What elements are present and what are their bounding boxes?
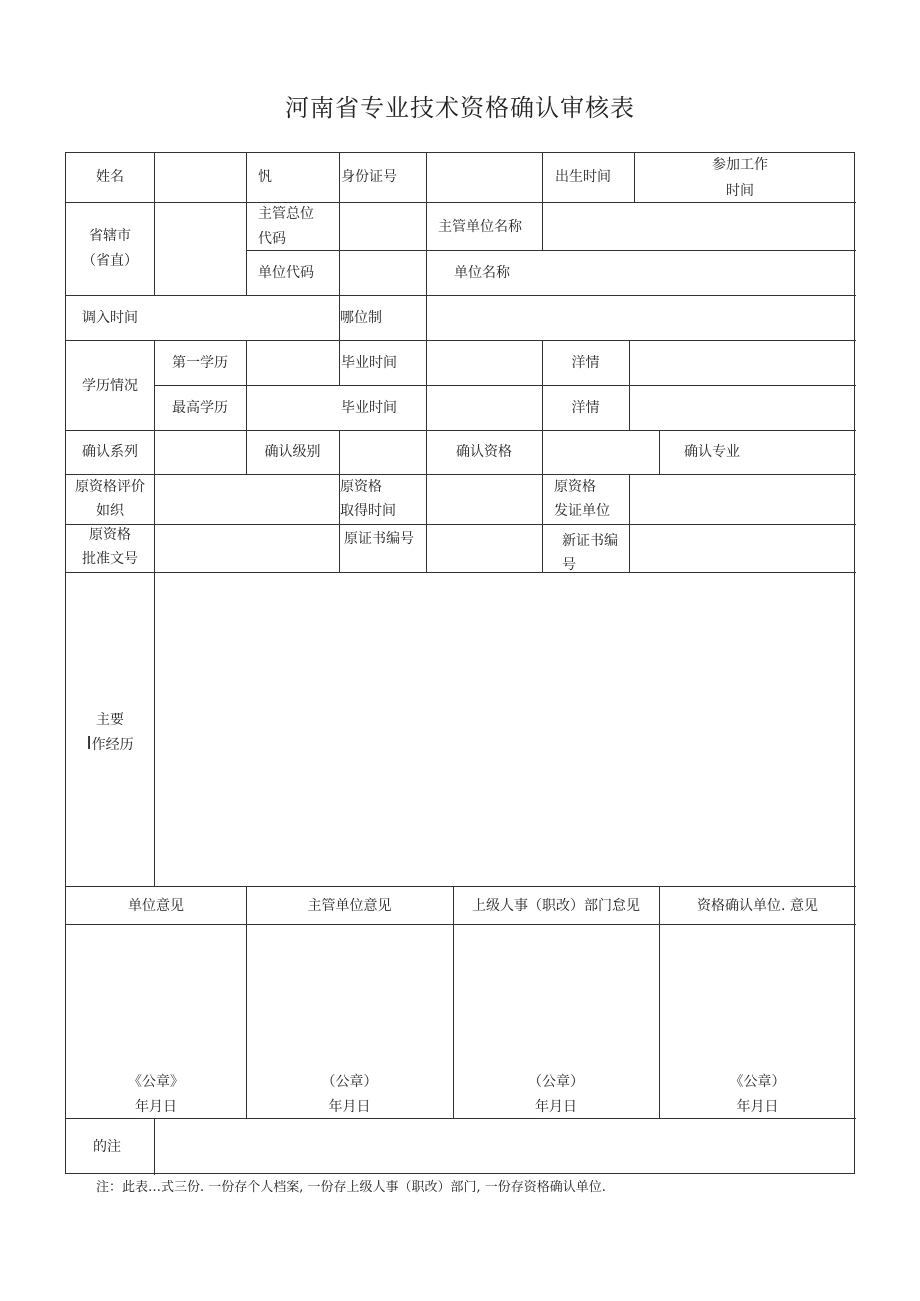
experience-label-1: 主要 xyxy=(96,712,124,728)
approval-number-input[interactable] xyxy=(155,525,339,572)
unit-code-label: 单位代码 xyxy=(258,265,314,281)
issuer-label-2: 发证单位 xyxy=(554,503,610,519)
work-start-label-1: 参加工作 xyxy=(712,157,768,173)
level-input[interactable] xyxy=(340,431,426,474)
highest-grad-time-input[interactable] xyxy=(427,386,542,430)
supervisor-name-input[interactable] xyxy=(543,203,856,250)
first-degree-label: 第一学历 xyxy=(172,355,228,371)
hr-seal-label: （公章） xyxy=(528,1074,584,1090)
experience-label-big-i: I xyxy=(86,733,92,754)
system-label: 哪位制 xyxy=(340,310,382,326)
hr-opinion-label: 上级人事（职改）部门怠见 xyxy=(472,898,640,914)
old-cert-label: 原证书编号 xyxy=(344,531,414,547)
system-input[interactable] xyxy=(427,296,856,340)
supervisor-code-label-1: 主管总位 xyxy=(258,206,314,222)
new-cert-label-2: 号 xyxy=(562,557,576,573)
confirm-level-label: 确认级别 xyxy=(264,444,321,460)
col-divider xyxy=(426,202,427,295)
supervisor-code-input[interactable] xyxy=(340,203,426,250)
confirm-unit-date-label: 年月日 xyxy=(736,1099,779,1115)
supervisor-date-label: 年月日 xyxy=(328,1099,371,1115)
supervisor-opinion-label: 主管单位意见 xyxy=(307,898,392,914)
first-grad-time-input[interactable] xyxy=(427,341,542,385)
highest-details-label: 洋情 xyxy=(571,400,600,416)
highest-grad-time-label: 毕业时间 xyxy=(341,400,397,416)
obtain-time-label-2: 取得时间 xyxy=(340,503,396,519)
gender-label: 忛 xyxy=(258,169,272,185)
supervisor-seal-label: （公章） xyxy=(321,1074,378,1090)
unit-name-label: 单位名称 xyxy=(454,265,510,281)
qualification-input[interactable] xyxy=(543,431,659,474)
series-input[interactable] xyxy=(155,431,246,474)
hr-date-label: 年月日 xyxy=(535,1099,577,1115)
first-degree-input[interactable] xyxy=(247,341,339,385)
id-number-input[interactable] xyxy=(427,153,542,202)
obtain-time-input[interactable] xyxy=(427,475,542,524)
eval-org-label-1: 原资格评价 xyxy=(75,479,145,495)
supervisor-code-label-2: 代码 xyxy=(258,231,286,247)
highest-degree-input[interactable] xyxy=(247,386,339,430)
unit-name-input[interactable] xyxy=(543,251,856,295)
work-start-label-2: 时间 xyxy=(726,183,754,199)
confirm-series-label: 确认系列 xyxy=(82,444,138,460)
name-label: 姓名 xyxy=(96,169,124,185)
city-label-2: （省直） xyxy=(82,253,138,269)
name-input[interactable] xyxy=(155,153,246,202)
obtain-time-label-1: 原资格 xyxy=(340,479,382,495)
approval-label-2: 批准文号 xyxy=(82,551,138,567)
row-divider xyxy=(66,886,856,887)
unit-date-label: 年月日 xyxy=(135,1099,177,1115)
first-details-input[interactable] xyxy=(630,341,856,385)
id-number-label: 身份证号 xyxy=(341,169,397,185)
new-cert-label-1: 新证书编 xyxy=(562,533,618,549)
experience-label-rest: 作经历 xyxy=(91,737,134,753)
confirm-major-label: 确认专业 xyxy=(684,444,740,460)
eval-org-label-2: 如织 xyxy=(96,503,124,519)
old-cert-input[interactable] xyxy=(427,525,542,572)
experience-label-2 xyxy=(66,732,154,757)
education-label: 学历情况 xyxy=(82,378,138,394)
col-divider xyxy=(246,153,247,295)
form-table xyxy=(65,152,855,1174)
form-title: 河南省专业技术资格确认审核表 xyxy=(285,94,635,122)
eval-org-input[interactable] xyxy=(155,475,339,524)
first-details-label: 洋情 xyxy=(571,355,600,371)
city-input[interactable] xyxy=(155,203,246,295)
col-divider xyxy=(542,474,543,572)
issuer-input[interactable] xyxy=(630,475,856,524)
work-experience-area[interactable] xyxy=(155,573,856,886)
unit-opinion-label: 单位意见 xyxy=(128,898,184,914)
issuer-label-1: 原资格 xyxy=(554,479,596,495)
confirm-qualification-label: 确认资格 xyxy=(456,444,512,460)
transfer-time-input[interactable] xyxy=(155,296,339,340)
supervisor-name-label: 主管单位名称 xyxy=(438,219,522,235)
highest-details-input[interactable] xyxy=(630,386,856,430)
birth-time-label: 出生时间 xyxy=(555,169,611,185)
remarks-area[interactable] xyxy=(155,1119,856,1174)
highest-degree-label: 最高学历 xyxy=(172,400,228,416)
unit-code-input[interactable] xyxy=(340,251,426,295)
city-label-1: 省辖市 xyxy=(89,228,131,244)
confirm-unit-seal-label: 《公章） xyxy=(729,1074,786,1090)
transfer-time-label: 调入时间 xyxy=(82,310,138,326)
remarks-label: 的注 xyxy=(93,1139,121,1155)
first-grad-time-label: 毕业时间 xyxy=(341,355,397,371)
unit-seal-label: 《公章》 xyxy=(128,1074,184,1090)
footnote: 注：此表…式三份. 一份存个人档案, 一份存上级人事（职改）部门, 一份存资格确认单位. xyxy=(96,1180,606,1195)
approval-label-1: 原资格 xyxy=(89,527,131,543)
confirm-unit-opinion-label: 资格确认单位. 意见 xyxy=(697,898,818,914)
new-cert-input[interactable] xyxy=(630,525,856,572)
